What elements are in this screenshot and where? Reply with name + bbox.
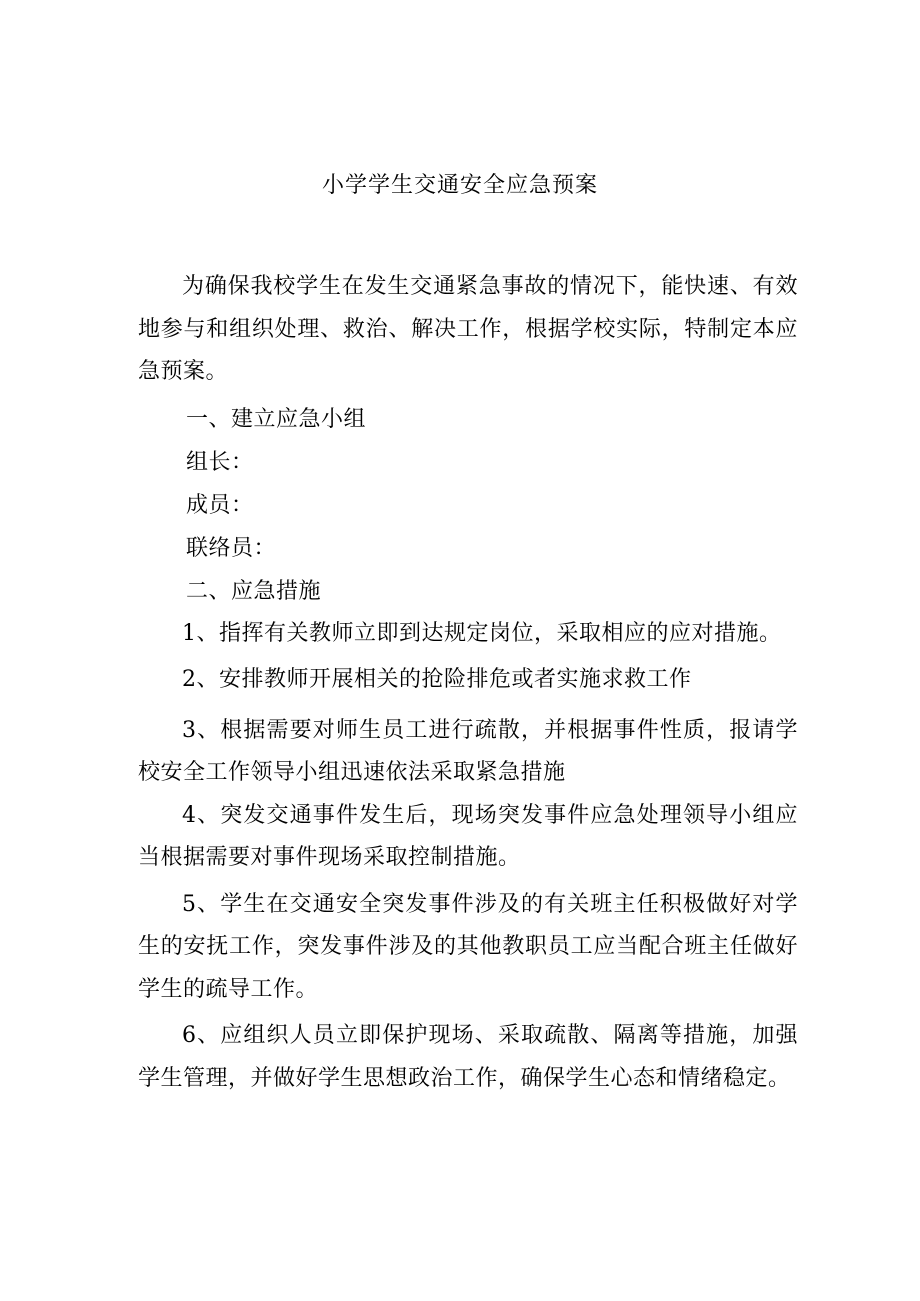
leader-label: 组长： bbox=[186, 449, 254, 475]
section-heading-1: 一、建立应急小组 bbox=[186, 406, 367, 432]
measure-item-2: 2、安排教师开展相关的抢险排危或者实施求救工作 bbox=[182, 667, 692, 692]
section-heading-2: 二、应急措施 bbox=[186, 578, 322, 604]
document-body bbox=[138, 266, 798, 1100]
measure-item-4: 4、突发交通事件发生后，现场突发事件应急处理领导小组应当根据需要对事件现场采取控制措施。 bbox=[138, 802, 798, 870]
members-label: 成员： bbox=[186, 492, 254, 518]
measure-item-6: 6、应组织人员立即保护现场、采取疏散、隔离等措施，加强学生管理，并做好学生思想政治工作，确保学生心态和情绪稳定。 bbox=[138, 1023, 798, 1091]
liaison-label: 联络员： bbox=[186, 535, 277, 561]
document-title: 小学学生交通安全应急预案 bbox=[321, 173, 598, 198]
measure-item-1: 1、指挥有关教师立即到达规定岗位，采取相应的应对措施。 bbox=[182, 620, 782, 646]
measure-item-3: 3、根据需要对师生员工进行疏散，并根据事件性质，报请学校安全工作领导小组迅速依法采取紧急措施 bbox=[138, 717, 798, 785]
measure-item-5: 5、学生在交通安全突发事件涉及的有关班主任积极做好对学生的安抚工作，突发事件涉及的其他教职员工应当配合班主任做好学生的疏导工作。 bbox=[138, 891, 798, 1002]
intro-paragraph: 为确保我校学生在发生交通紧急事故的情况下，能快速、有效地参与和组织处理、救治、解决工作，根据学校实际，特制定本应急预案。 bbox=[138, 274, 798, 384]
